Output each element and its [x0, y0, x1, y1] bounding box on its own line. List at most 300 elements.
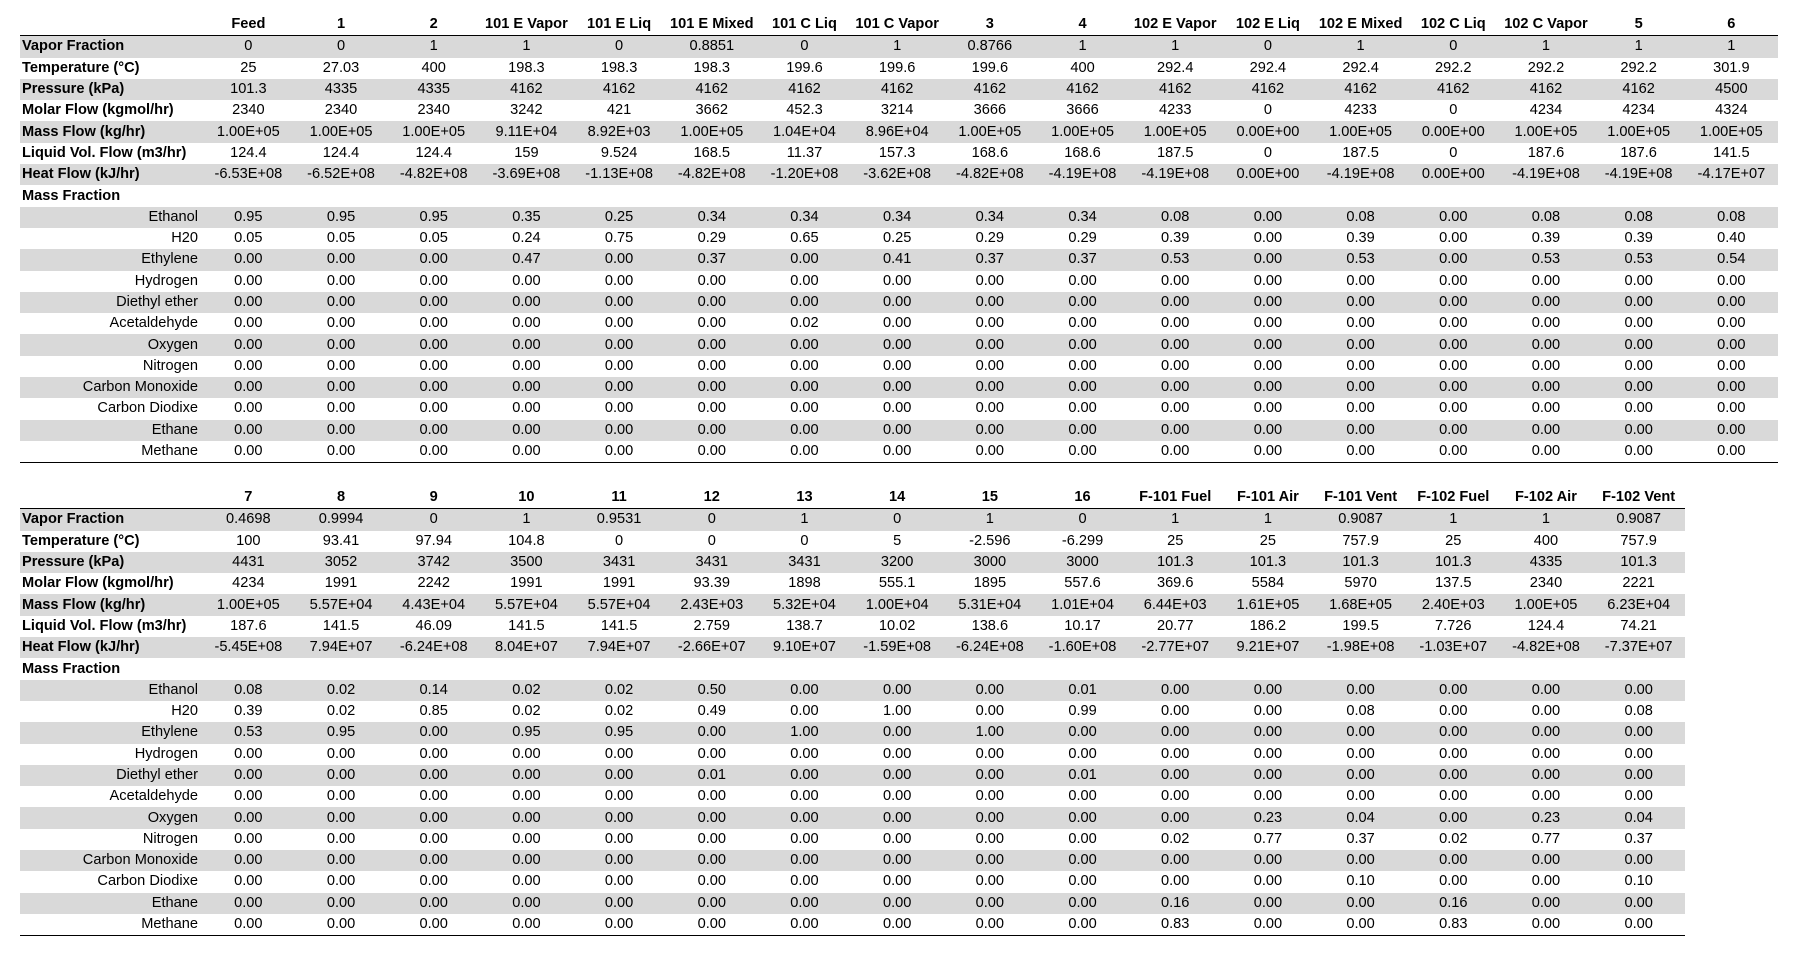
property-value: 3000 — [1036, 552, 1129, 573]
mass-fraction-value: 0.02 — [573, 680, 666, 701]
mass-fraction-value: 0.00 — [697, 745, 726, 762]
mass-fraction-value: 0.00 — [419, 873, 448, 890]
property-value: -7.37E+07 — [1592, 637, 1685, 658]
mass-fraction-value: 0.47 — [480, 249, 573, 270]
mass-fraction-value: 0.95 — [573, 722, 666, 743]
property-value: 187.6 — [230, 617, 267, 634]
mass-fraction-value: 0.00 — [1222, 441, 1315, 463]
mass-fraction-value: 0.00 — [882, 315, 912, 332]
property-value: 7.94E+07 — [295, 637, 388, 658]
mass-fraction-value: 0.00 — [1129, 850, 1222, 871]
mass-fraction-value: 0.00 — [758, 914, 851, 936]
stream-name: 101 E Liq — [573, 14, 666, 36]
property-value: 555.1 — [878, 575, 916, 592]
mass-fraction-value: 0.00 — [1592, 765, 1685, 786]
mass-fraction-value: 0.00 — [202, 377, 295, 398]
mass-fraction-value: 0.00 — [944, 807, 1037, 828]
mass-fraction-value: 0.00 — [1346, 315, 1375, 332]
mass-fraction-value: 0.00 — [573, 893, 666, 914]
stream-name: 14 — [851, 487, 944, 509]
mass-fraction-value: 0.39 — [1624, 230, 1653, 247]
mass-fraction-value: 0.00 — [665, 420, 758, 441]
mass-fraction-value: 0.95 — [480, 722, 573, 743]
mass-fraction-value: 0.14 — [387, 680, 480, 701]
mass-fraction-value: 0.00 — [295, 765, 388, 786]
mass-fraction-value: 0.34 — [665, 207, 758, 228]
property-value: 10.17 — [1064, 617, 1101, 634]
mass-fraction-value: 0.00 — [1253, 400, 1283, 417]
property-value: 2221 — [1622, 575, 1655, 592]
property-value: -2.596 — [969, 532, 1011, 549]
mass-fraction-value: 0.00 — [882, 357, 912, 374]
mass-fraction-value: 0.00 — [1407, 680, 1500, 701]
mass-fraction-value: 0.95 — [295, 207, 388, 228]
property-value: -4.19E+08 — [1592, 164, 1685, 185]
property-value: -2.66E+07 — [665, 637, 758, 658]
property-label: Mass Flow (kg/hr) — [20, 121, 202, 142]
property-value: 3000 — [944, 552, 1037, 573]
mass-fraction-value: 0.00 — [1500, 680, 1593, 701]
property-value: 1 — [480, 509, 573, 531]
property-value: 3431 — [665, 552, 758, 573]
property-value: 0.9994 — [295, 509, 388, 531]
property-value: 101.3 — [1592, 552, 1685, 573]
empty-cell — [665, 658, 758, 679]
property-label: Temperature (°C) — [22, 532, 140, 549]
mass-fraction-value: 0.00 — [1253, 357, 1283, 374]
property-value: 2340 — [232, 102, 265, 119]
stream-name: 5 — [1592, 14, 1685, 36]
component-label: Ethanol — [20, 207, 202, 228]
property-value: 0 — [665, 509, 758, 531]
mass-fraction-value: 0.95 — [387, 207, 480, 228]
property-value: 25 — [1167, 532, 1184, 549]
mass-fraction-value: 0.00 — [1531, 745, 1561, 762]
property-value: 9.10E+07 — [758, 637, 851, 658]
mass-fraction-value: 0.00 — [1531, 703, 1561, 720]
mass-fraction-value: 0.08 — [1592, 207, 1685, 228]
mass-fraction-value: 0.00 — [295, 292, 388, 313]
property-value: 1991 — [324, 575, 358, 592]
property-value: 1.00E+04 — [851, 594, 944, 615]
mass-fraction-value: 0.04 — [1592, 807, 1685, 828]
empty-cell — [665, 185, 758, 206]
component-row — [20, 441, 1778, 463]
mass-fraction-value: 0.00 — [234, 873, 263, 890]
mass-fraction-value: 0.00 — [1500, 893, 1593, 914]
property-value: 1.68E+05 — [1314, 594, 1407, 615]
component-row — [20, 722, 1685, 743]
mass-fraction-value: 0.00 — [604, 315, 634, 332]
empty-cell — [758, 658, 851, 679]
mass-fraction-value: 0.00 — [604, 745, 634, 762]
mass-fraction-value: 0.00 — [1407, 441, 1500, 463]
stream-name: 16 — [1036, 487, 1129, 509]
stream-name: 101 C Liq — [758, 14, 851, 36]
mass-fraction-value: 0.00 — [1068, 315, 1097, 332]
property-value: 4162 — [944, 79, 1037, 100]
mass-fraction-value: 0.00 — [1036, 893, 1129, 914]
mass-fraction-value: 0.00 — [1592, 722, 1685, 743]
mass-fraction-value: 0.08 — [1685, 207, 1778, 228]
stream-name: 1 — [295, 14, 388, 36]
property-value: 4335 — [295, 79, 388, 100]
property-value: 5.57E+04 — [573, 594, 666, 615]
property-value: 4162 — [1592, 79, 1685, 100]
property-value: -6.24E+08 — [944, 637, 1037, 658]
mass-fraction-value: 0.99 — [1068, 703, 1097, 720]
mass-fraction-value: 0.00 — [665, 914, 758, 936]
stream-name: 6 — [1685, 14, 1778, 36]
property-value: 4234 — [1529, 102, 1563, 119]
property-row-heat — [20, 164, 1778, 185]
mass-fraction-value: 0.00 — [1129, 334, 1222, 355]
property-value: 4431 — [202, 552, 295, 573]
property-value: 292.4 — [1156, 59, 1194, 76]
property-value: 1 — [480, 36, 573, 58]
mass-fraction-value: 0.00 — [1685, 292, 1778, 313]
property-value: 5.57E+04 — [480, 594, 573, 615]
property-row-vapor — [20, 36, 1778, 58]
mass-fraction-value: 0.00 — [944, 893, 1037, 914]
mass-fraction-value: 0.00 — [604, 788, 634, 805]
property-value: 9.524 — [600, 144, 638, 161]
property-value: 4324 — [1715, 102, 1748, 119]
mass-fraction-value: 0.00 — [665, 334, 758, 355]
empty-cell — [1500, 185, 1593, 206]
property-value: 4500 — [1685, 79, 1778, 100]
property-value: 4162 — [1407, 79, 1500, 100]
property-value: 4162 — [573, 79, 666, 100]
stream-header-row — [20, 14, 1778, 36]
component-label: Ethane — [20, 893, 202, 914]
property-value: 0 — [615, 532, 624, 549]
mass-fraction-value: 0.00 — [295, 334, 388, 355]
mass-fraction-value: 0.00 — [480, 420, 573, 441]
empty-cell — [480, 658, 573, 679]
mass-fraction-value: 0.00 — [790, 830, 819, 847]
component-label: Methane — [20, 914, 202, 936]
property-value: 452.3 — [786, 102, 823, 119]
mass-fraction-value: 0.00 — [758, 420, 851, 441]
mass-fraction-value: 0.00 — [975, 788, 1005, 805]
empty-cell — [944, 185, 1037, 206]
property-value: 0.9087 — [1592, 509, 1685, 531]
mass-fraction-value: 0.00 — [758, 893, 851, 914]
mass-fraction-value: 0.00 — [1624, 315, 1653, 332]
stream-name: 4 — [1036, 14, 1129, 36]
mass-fraction-value: 0.00 — [1036, 807, 1129, 828]
property-value: 3052 — [295, 552, 388, 573]
mass-fraction-value: 0.00 — [1068, 400, 1097, 417]
property-value: 0 — [1449, 144, 1458, 161]
mass-fraction-value: 0.00 — [295, 914, 388, 936]
mass-fraction-value: 0.00 — [1500, 292, 1593, 313]
property-value: 5584 — [1251, 575, 1285, 592]
mass-fraction-value: 0.00 — [1407, 807, 1500, 828]
property-value: 1 — [1129, 36, 1222, 58]
mass-fraction-value: 0.08 — [202, 680, 295, 701]
mass-fraction-value: 0.37 — [944, 249, 1037, 270]
component-row — [20, 420, 1778, 441]
property-value: 97.94 — [415, 532, 452, 549]
mass-fraction-value: 0.34 — [944, 207, 1037, 228]
mass-fraction-value: 0.00 — [387, 807, 480, 828]
property-value: 1991 — [510, 575, 543, 592]
mass-fraction-value: 0.00 — [1161, 400, 1190, 417]
header-corner — [20, 487, 202, 509]
property-value: 1.00E+05 — [1500, 121, 1593, 142]
empty-cell — [1500, 658, 1593, 679]
mass-fraction-value: 0.00 — [1036, 914, 1129, 936]
mass-fraction-value: 0.08 — [1129, 207, 1222, 228]
mass-fraction-value: 0.53 — [1500, 249, 1593, 270]
property-row-mass — [20, 594, 1685, 615]
mass-fraction-value: 0.00 — [851, 420, 944, 441]
stream-name: 13 — [758, 487, 851, 509]
mass-fraction-value: 0.00 — [851, 765, 944, 786]
stream-header-row — [20, 487, 1685, 509]
property-value: 1895 — [973, 575, 1007, 592]
mass-fraction-value: 0.02 — [295, 680, 388, 701]
component-label: Nitrogen — [142, 830, 198, 847]
property-label: Mass Flow (kg/hr) — [20, 594, 202, 615]
mass-fraction-value: 0.01 — [665, 765, 758, 786]
property-value: 20.77 — [1156, 617, 1194, 634]
mass-fraction-value: 0.00 — [1253, 703, 1283, 720]
component-row — [20, 744, 1685, 765]
component-label: Ethylene — [20, 722, 202, 743]
mass-fraction-value: 0.00 — [326, 788, 356, 805]
mass-fraction-value: 0.00 — [1592, 850, 1685, 871]
property-value: -1.60E+08 — [1036, 637, 1129, 658]
mass-fraction-value: 0.00 — [758, 850, 851, 871]
property-value: 1.00E+05 — [202, 594, 295, 615]
mass-fraction-value: 0.00 — [1717, 357, 1746, 374]
property-value: 104.8 — [508, 532, 545, 549]
property-value: 199.6 — [878, 59, 916, 76]
property-value: 757.9 — [1620, 532, 1657, 549]
component-label: Nitrogen — [142, 357, 198, 374]
mass-fraction-value: 0.00 — [1592, 441, 1685, 463]
mass-fraction-value: 0.00 — [851, 893, 944, 914]
property-value: 0.9531 — [573, 509, 666, 531]
property-value: 5 — [893, 532, 902, 549]
mass-fraction-value: 0.08 — [1346, 703, 1375, 720]
mass-fraction-value: 0.00 — [512, 745, 541, 762]
mass-fraction-value: 0.00 — [1500, 914, 1593, 936]
mass-fraction-value: 0.00 — [480, 377, 573, 398]
mass-fraction-value: 0.00 — [1222, 914, 1315, 936]
mass-fraction-value: 0.00 — [326, 830, 356, 847]
mass-fraction-value: 0.00 — [1129, 292, 1222, 313]
property-value: 9.11E+04 — [480, 121, 573, 142]
mass-fraction-value: 0.00 — [758, 249, 851, 270]
mass-fraction-value: 0.00 — [697, 357, 726, 374]
stream-name: 10 — [480, 487, 573, 509]
property-value: 1 — [1500, 509, 1593, 531]
property-value: -4.82E+08 — [387, 164, 480, 185]
component-row — [20, 356, 1778, 377]
mass-fraction-value: 0.00 — [480, 441, 573, 463]
mass-fraction-value: 0.00 — [1314, 680, 1407, 701]
property-value: 4162 — [1500, 79, 1593, 100]
stream-name: F-102 Vent — [1592, 487, 1685, 509]
mass-fraction-value: 0.00 — [882, 400, 912, 417]
mass-fraction-value: 0.00 — [573, 850, 666, 871]
property-value: 292.2 — [1435, 59, 1472, 76]
mass-fraction-value: 0.00 — [1500, 722, 1593, 743]
mass-fraction-value: 0.00 — [419, 830, 448, 847]
property-value: 8.92E+03 — [573, 121, 666, 142]
mass-fraction-value: 0.00 — [1531, 272, 1561, 289]
property-value: -1.03E+07 — [1407, 637, 1500, 658]
property-value: 1.00E+05 — [1129, 121, 1222, 142]
mass-fraction-value: 0.00 — [1592, 914, 1685, 936]
mass-fraction-value: 0.00 — [202, 893, 295, 914]
mass-fraction-value: 0.00 — [1161, 703, 1190, 720]
mass-fraction-value: 0.02 — [604, 703, 634, 720]
property-value: 4234 — [1622, 102, 1655, 119]
mass-fraction-value: 0.00 — [419, 315, 448, 332]
property-value: 757.9 — [1342, 532, 1379, 549]
mass-fraction-value: 0.35 — [480, 207, 573, 228]
mass-fraction-value: 0.05 — [326, 230, 356, 247]
mass-fraction-value: 0.00 — [975, 830, 1005, 847]
component-label: Hydrogen — [134, 745, 198, 762]
mass-fraction-value: 0.00 — [512, 315, 541, 332]
mass-fraction-value: 0.10 — [1624, 873, 1653, 890]
mass-fraction-value: 1.00 — [758, 722, 851, 743]
property-value: 1.00E+05 — [1500, 594, 1593, 615]
property-value: 159 — [514, 144, 539, 161]
property-value: 292.2 — [1620, 59, 1657, 76]
empty-cell — [387, 658, 480, 679]
stream-name: 11 — [573, 487, 666, 509]
mass-fraction-value: 0.00 — [1222, 850, 1315, 871]
mass-fraction-value: 0.05 — [419, 230, 448, 247]
mass-fraction-value: 0.00 — [1161, 357, 1190, 374]
mass-fraction-value: 0.00 — [202, 292, 295, 313]
property-value: 5.31E+04 — [944, 594, 1037, 615]
mass-fraction-value: 0.41 — [851, 249, 944, 270]
empty-cell — [1314, 658, 1407, 679]
component-label: Oxygen — [20, 334, 202, 355]
property-value: 1.00E+05 — [387, 121, 480, 142]
mass-fraction-value: 0.00 — [295, 807, 388, 828]
empty-cell — [573, 185, 666, 206]
mass-fraction-value: 0.39 — [1346, 230, 1375, 247]
mass-fraction-value: 0.40 — [1717, 230, 1746, 247]
mass-fraction-value: 0.00 — [604, 400, 634, 417]
stream-name: 102 C Liq — [1407, 14, 1500, 36]
mass-fraction-value: 0.00 — [790, 357, 819, 374]
mass-fraction-value: 0.00 — [480, 850, 573, 871]
mass-fraction-value: 0.00 — [1222, 377, 1315, 398]
mass-fraction-value: 0.29 — [1068, 230, 1097, 247]
mass-fraction-value: 0.05 — [234, 230, 263, 247]
mass-fraction-value: 0.00 — [1439, 703, 1468, 720]
component-row — [20, 871, 1685, 892]
mass-fraction-value: 0.00 — [1407, 765, 1500, 786]
component-label: Methane — [20, 441, 202, 463]
mass-fraction-value: 0.00 — [1036, 722, 1129, 743]
mass-fraction-value: 0.00 — [1253, 272, 1283, 289]
property-value: 2340 — [324, 102, 358, 119]
mass-fraction-value: 0.34 — [1036, 207, 1129, 228]
component-row — [20, 893, 1685, 914]
stream-name: 3 — [944, 14, 1037, 36]
stream-name: 2 — [387, 14, 480, 36]
property-value: 0.00E+00 — [1407, 121, 1500, 142]
mass-fraction-value: 0.37 — [665, 249, 758, 270]
mass-fraction-value: 0.16 — [1407, 893, 1500, 914]
mass-fraction-value: 0.00 — [758, 292, 851, 313]
property-row-liqvol — [20, 143, 1778, 164]
mass-fraction-value: 0.00 — [1222, 680, 1315, 701]
mass-fraction-value: 0.00 — [1314, 914, 1407, 936]
mass-fraction-value: 0.34 — [758, 207, 851, 228]
mass-fraction-value: 0.29 — [975, 230, 1005, 247]
mass-fraction-value: 0.00 — [326, 400, 356, 417]
component-label: Carbon Monoxide — [20, 850, 202, 871]
component-row — [20, 807, 1685, 828]
property-value: 101.3 — [202, 79, 295, 100]
property-value: 124.4 — [415, 144, 452, 161]
property-value: 5.32E+04 — [758, 594, 851, 615]
mass-fraction-value: 0.00 — [1068, 830, 1097, 847]
component-row — [20, 850, 1685, 871]
property-value: 292.2 — [1527, 59, 1565, 76]
mass-fraction-value: 0.00 — [790, 703, 819, 720]
stream-name: F-102 Fuel — [1407, 487, 1500, 509]
property-value: -1.13E+08 — [573, 164, 666, 185]
property-row-liqvol — [20, 616, 1685, 637]
mass-fraction-value: 0.00 — [1407, 249, 1500, 270]
property-value: 3242 — [510, 102, 543, 119]
property-value: 0.8851 — [665, 36, 758, 58]
component-row — [20, 829, 1685, 850]
property-value: 101.3 — [1314, 552, 1407, 573]
property-value: 124.4 — [230, 144, 267, 161]
component-row — [20, 914, 1685, 936]
mass-fraction-value: 0.00 — [944, 914, 1037, 936]
mass-fraction-value: 0.00 — [1531, 788, 1561, 805]
mass-fraction-value: 0.00 — [1624, 272, 1653, 289]
mass-fraction-value: 0.00 — [573, 249, 666, 270]
mass-fraction-value: 0.00 — [1222, 207, 1315, 228]
property-value: -5.45E+08 — [202, 637, 295, 658]
mass-fraction-value: 0.01 — [1036, 765, 1129, 786]
mass-fraction-value: 0.00 — [480, 334, 573, 355]
empty-cell — [758, 185, 851, 206]
header-corner — [20, 14, 202, 36]
mass-fraction-value: 0.00 — [480, 914, 573, 936]
mass-fraction-value: 0.02 — [790, 315, 819, 332]
property-value: 2.759 — [693, 617, 731, 634]
mass-fraction-heading-row — [20, 185, 1778, 206]
mass-fraction-value: 0.00 — [697, 830, 726, 847]
property-value: 186.2 — [1249, 617, 1287, 634]
mass-fraction-value: 0.00 — [573, 807, 666, 828]
mass-fraction-value: 0.95 — [202, 207, 295, 228]
property-value: 27.03 — [322, 59, 360, 76]
empty-cell — [944, 658, 1037, 679]
property-value: 7.94E+07 — [573, 637, 666, 658]
property-value: 124.4 — [322, 144, 360, 161]
property-label: Heat Flow (kJ/hr) — [20, 164, 202, 185]
mass-fraction-value: 0.00 — [604, 873, 634, 890]
